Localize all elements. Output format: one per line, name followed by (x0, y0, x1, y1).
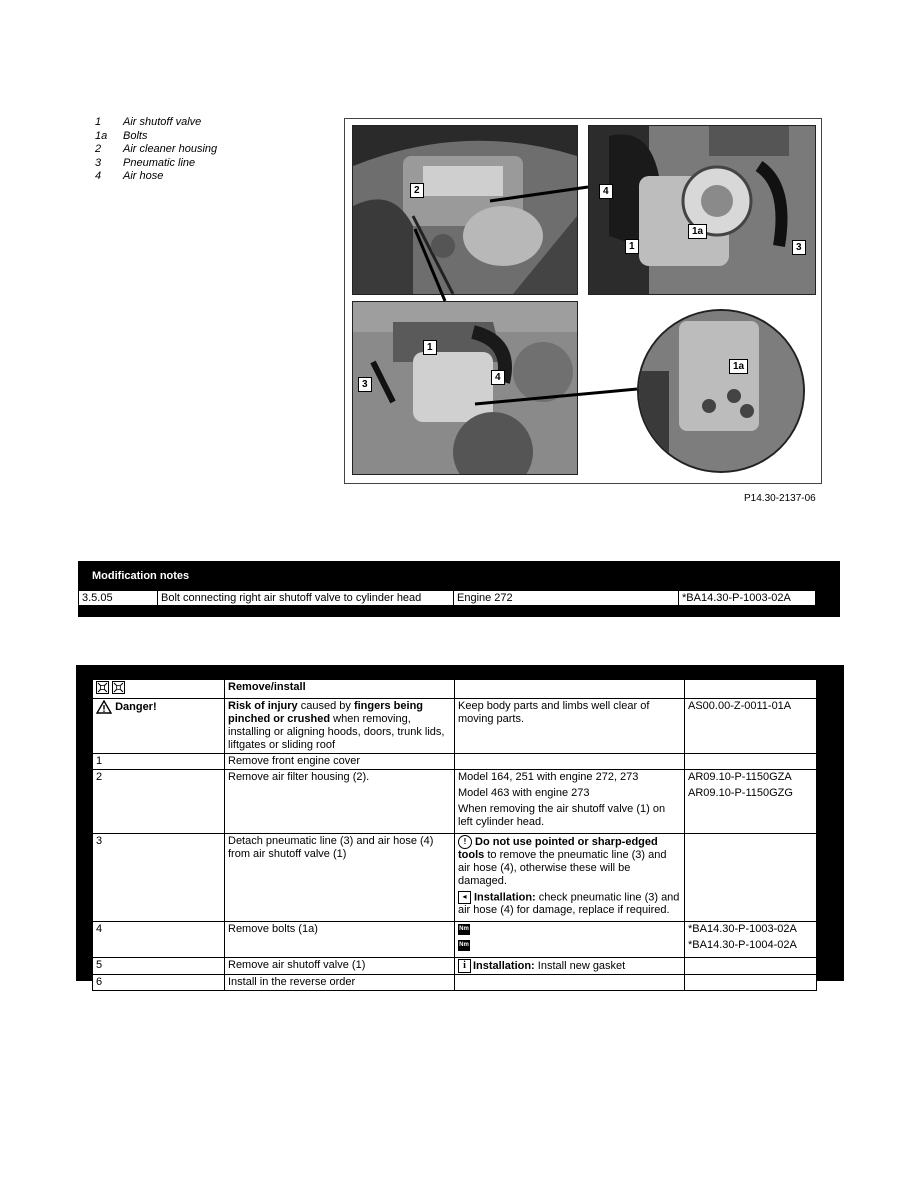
header-empty (455, 680, 685, 699)
install-symbol-icon (112, 681, 125, 694)
engine-figure (344, 118, 822, 484)
callout-4: 4 (491, 370, 505, 385)
step-number: 3 (93, 834, 225, 922)
mod-date: 3.5.05 (79, 591, 158, 606)
mod-description: Bolt connecting right air shutoff valve to cylinder head (158, 591, 454, 606)
header-symbols (93, 680, 225, 699)
caution-icon: ! (458, 835, 472, 849)
table-row (93, 922, 817, 958)
step-notes: i Installation: Install new gasket (455, 958, 685, 975)
legend-item: 1 Air shutoff valve (95, 116, 202, 128)
step-refs: *BA14.30-P-1003-02A *BA14.30-P-1004-02A (685, 922, 817, 958)
step-text: Remove air filter housing (2). (225, 770, 455, 834)
connector-lines (345, 119, 821, 483)
procedure-table (92, 679, 817, 991)
installation-icon: ◂ (458, 891, 471, 904)
legend-item: 4 Air hose (95, 170, 164, 183)
warning-triangle-icon (96, 700, 112, 714)
step-text: Remove bolts (1a) (225, 922, 455, 958)
torque-nm-icon: Nm (458, 940, 470, 951)
header-title: Remove/install (225, 680, 455, 699)
callout-1: 1 (423, 340, 437, 355)
remove-symbol-icon (96, 681, 109, 694)
step-text: Detach pneumatic line (3) and air hose (4) from air shutoff valve (1) (225, 834, 455, 922)
step-text: Install in the reverse order (225, 975, 455, 991)
callout-3: 3 (358, 377, 372, 392)
header-empty (685, 680, 817, 699)
danger-cell (93, 699, 225, 754)
danger-risk: Risk of injury caused by fingers being pinched or crushed when removing, installing or aligning hoods, doors, trunk lids, liftgates or sliding roof (225, 699, 455, 754)
step-notes: ! Do not use pointed or sharp-edged tools to remove the pneumatic line (3) and air hose (4), otherwise these will be damaged. ◂ Installation: check pneumatic line (3) and air hose (4) for damage, replace if required. (455, 834, 685, 922)
table-row (93, 975, 817, 991)
callout-3: 3 (792, 240, 806, 255)
figure-legend (95, 116, 217, 184)
step-text: Remove front engine cover (225, 754, 455, 770)
callout-4: 4 (599, 184, 613, 199)
table-row (79, 591, 816, 606)
step-refs: AR09.10-P-1150GZA AR09.10-P-1150GZG (685, 770, 817, 834)
table-row (93, 680, 817, 699)
table-row (93, 699, 817, 754)
modification-notes (78, 561, 840, 617)
table-row (93, 834, 817, 922)
legend-item: 3 Pneumatic line (95, 156, 196, 169)
mod-engine: Engine 272 (454, 591, 679, 606)
mod-ref: *BA14.30-P-1003-02A (679, 591, 816, 606)
danger-label: Danger! (115, 700, 157, 713)
figure-reference: P14.30-2137-06 (744, 493, 816, 504)
step-text: Remove air shutoff valve (1) (225, 958, 455, 975)
legend-item: 1a Bolts (95, 129, 148, 142)
step-number: 1 (93, 754, 225, 770)
torque-nm-icon: Nm (458, 924, 470, 935)
step-number: 4 (93, 922, 225, 958)
table-row (93, 754, 817, 770)
legend-item: 2 Air cleaner housing (95, 143, 218, 156)
callout-1a: 1a (729, 359, 748, 374)
step-notes (455, 922, 685, 958)
step-number: 6 (93, 975, 225, 991)
danger-action: Keep body parts and limbs well clear of moving parts. (455, 699, 685, 754)
step-notes: Model 164, 251 with engine 272, 273 Model 463 with engine 273 When removing the air shutoff valve (1) on left cylinder head. (455, 770, 685, 834)
step-number: 5 (93, 958, 225, 975)
callout-1a: 1a (688, 224, 707, 239)
modification-notes-title: Modification notes (92, 570, 190, 582)
info-icon: i (458, 959, 471, 973)
table-row (93, 770, 817, 834)
step-number: 2 (93, 770, 225, 834)
modification-notes-table (78, 590, 816, 606)
procedure-section (76, 665, 844, 989)
danger-ref: AS00.00-Z-0011-01A (685, 699, 817, 754)
callout-2: 2 (410, 183, 424, 198)
table-row (93, 958, 817, 975)
callout-1: 1 (625, 239, 639, 254)
